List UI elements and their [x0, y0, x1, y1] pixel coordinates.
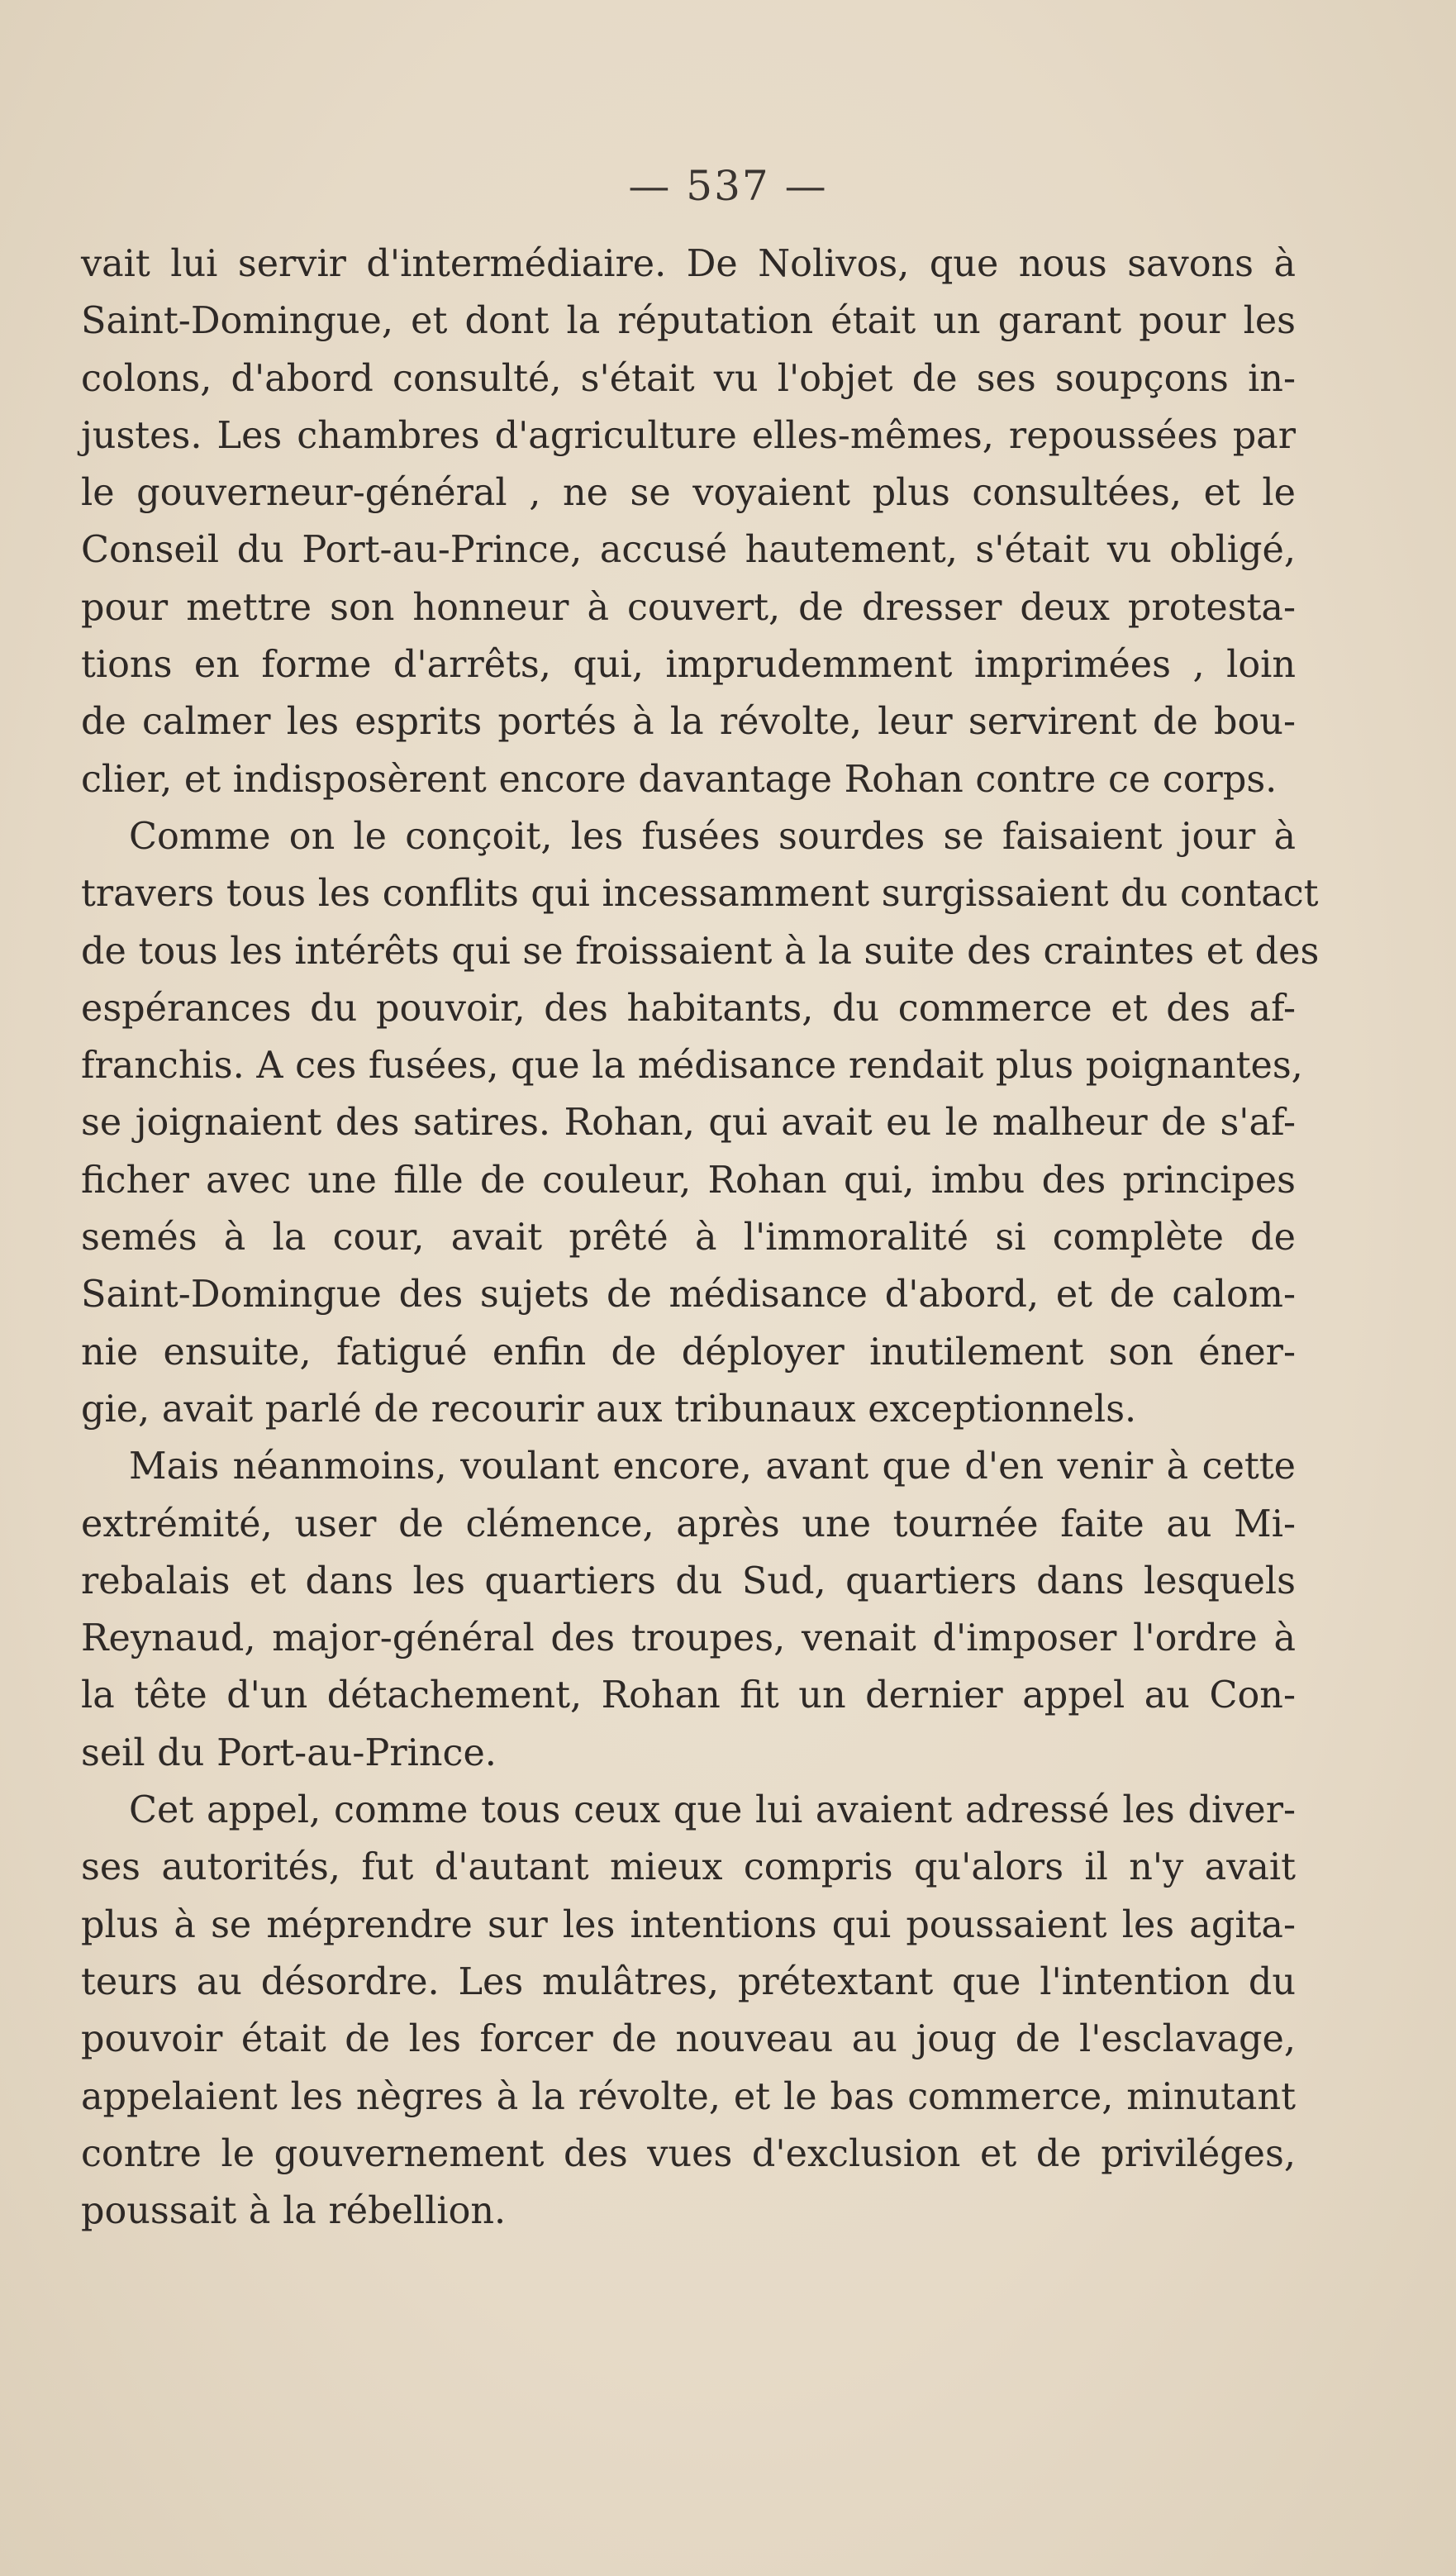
text-line: pour mettre son honneur à couvert, de dresser deux protesta-: [81, 586, 1296, 629]
text-line: travers tous les conflits qui incessamment surgissaient du contact: [81, 873, 1319, 916]
text-line: justes. Les chambres d'agriculture elles-mêmes, repoussées par: [81, 414, 1296, 457]
text-line: vait lui servir d'intermédiaire. De Nolivos, que nous savons à: [81, 243, 1296, 285]
paragraph: [81, 236, 1296, 808]
body-text: [81, 236, 1320, 2240]
text-line: contre le gouvernement des vues d'exclusion et de priviléges,: [81, 2132, 1296, 2175]
text-line: rebalais et dans les quartiers du Sud, quartiers dans lesquels: [81, 1559, 1296, 1602]
page-number: — 537 —: [628, 162, 828, 210]
text-line: clier, et indisposèrent encore davantage Rohan contre ce corps.: [81, 758, 1278, 801]
text-line: colons, d'abord consulté, s'était vu l'objet de ses soupçons in-: [81, 357, 1296, 400]
text-line: la tête d'un détachement, Rohan fit un dernier appel au Con-: [81, 1674, 1296, 1717]
text-line: de tous les intérêts qui se froissaient à la suite des craintes et des: [81, 930, 1320, 973]
text-line: teurs au désordre. Les mulâtres, prétextant que l'intention du: [81, 1960, 1296, 2003]
paragraph: [81, 808, 1320, 1438]
paragraph: [81, 1782, 1296, 2240]
text-line: Saint-Domingue, et dont la réputation était un garant pour les: [81, 300, 1296, 343]
text-line: appelaient les nègres à la révolte, et le bas commerce, minutant: [81, 2075, 1296, 2118]
text-line: ses autorités, fut d'autant mieux compris qu'alors il n'y avait: [81, 1846, 1296, 1889]
text-line: franchis. A ces fusées, que la médisance rendait plus poignantes,: [81, 1045, 1303, 1088]
text-line: Saint-Domingue des sujets de médisance d'abord, et de calom-: [81, 1274, 1296, 1317]
text-line: poussait à la rébellion.: [81, 2190, 507, 2233]
text-line: le gouverneur-général , ne se voyaient plus consultées, et le: [81, 472, 1296, 515]
text-line: espérances du pouvoir, des habitants, du commerce et des af-: [81, 987, 1296, 1030]
text-line: plus à se méprendre sur les intentions qui poussaient les agita-: [81, 1903, 1296, 1946]
text-line: extrémité, user de clémence, après une tournée faite au Mi-: [81, 1502, 1296, 1545]
text-line: gie, avait parlé de recourir aux tribunaux exceptionnels.: [81, 1388, 1137, 1431]
text-line: pouvoir était de les forcer de nouveau au joug de l'esclavage,: [81, 2018, 1296, 2061]
text-line: Comme on le conçoit, les fusées sourdes se faisaient jour à: [129, 815, 1296, 858]
text-line: nie ensuite, fatigué enfin de déployer inutilement son éner-: [81, 1331, 1296, 1374]
text-line: ficher avec une fille de couleur, Rohan qui, imbu des principes: [81, 1159, 1296, 1202]
text-line: Mais néanmoins, voulant encore, avant que d'en venir à cette: [129, 1445, 1296, 1488]
text-line: Cet appel, comme tous ceux que lui avaient adressé les diver-: [129, 1789, 1296, 1832]
text-line: tions en forme d'arrêts, qui, imprudemment imprimées , loin: [81, 644, 1296, 687]
text-line: Conseil du Port-au-Prince, accusé hautement, s'était vu obligé,: [81, 529, 1296, 572]
text-line: seil du Port-au-Prince.: [81, 1731, 497, 1774]
text-line: Reynaud, major-général des troupes, venait d'imposer l'ordre à: [81, 1617, 1296, 1660]
text-line: de calmer les esprits portés à la révolte, leur servirent de bou-: [81, 701, 1296, 744]
text-line: se joignaient des satires. Rohan, qui avait eu le malheur de s'af-: [81, 1102, 1296, 1145]
text-line: semés à la cour, avait prêté à l'immoralité si complète de: [81, 1217, 1296, 1259]
paragraph: [81, 1438, 1296, 1782]
